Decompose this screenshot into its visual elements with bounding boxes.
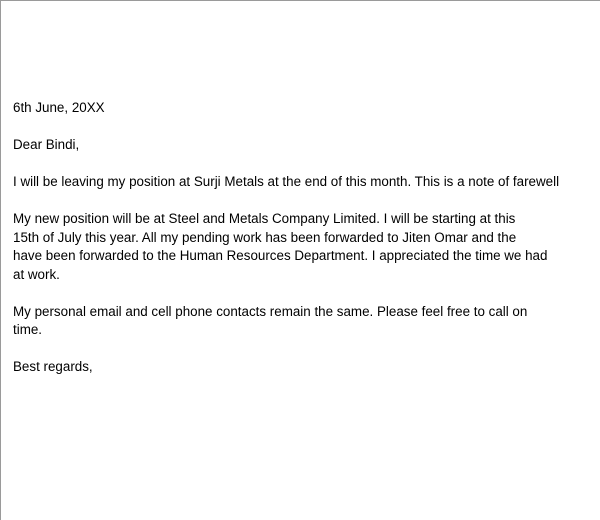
paragraph-new-position xyxy=(13,210,600,284)
paragraph-line: time. xyxy=(13,322,43,337)
letter-closing: Best regards, xyxy=(13,359,93,374)
paragraph-line: My personal email and cell phone contacts remain the same. Please feel free to call on xyxy=(13,303,528,319)
letter-salutation: Dear Bindi, xyxy=(13,137,80,152)
letter-date: 6th June, 20XX xyxy=(13,100,105,115)
paragraph-line: I will be leaving my position at Surji Metals at the end of this month. This is a note of farewell xyxy=(13,174,560,189)
paragraph-line: My new position will be at Steel and Metals Company Limited. I will be starting at this xyxy=(13,211,516,226)
paragraph-line: 15th of July this year. All my pending work has been forwarded to Jiten Omar and the xyxy=(13,229,517,245)
paragraph-line: at work. xyxy=(13,266,60,282)
page-border-left xyxy=(0,0,1,520)
paragraph-farewell xyxy=(13,173,600,192)
letter-body xyxy=(13,99,600,377)
page-border-top xyxy=(0,0,600,1)
paragraph-contacts xyxy=(13,303,600,340)
paragraph-line: have been forwarded to the Human Resources Department. I appreciated the time we had xyxy=(13,248,548,263)
